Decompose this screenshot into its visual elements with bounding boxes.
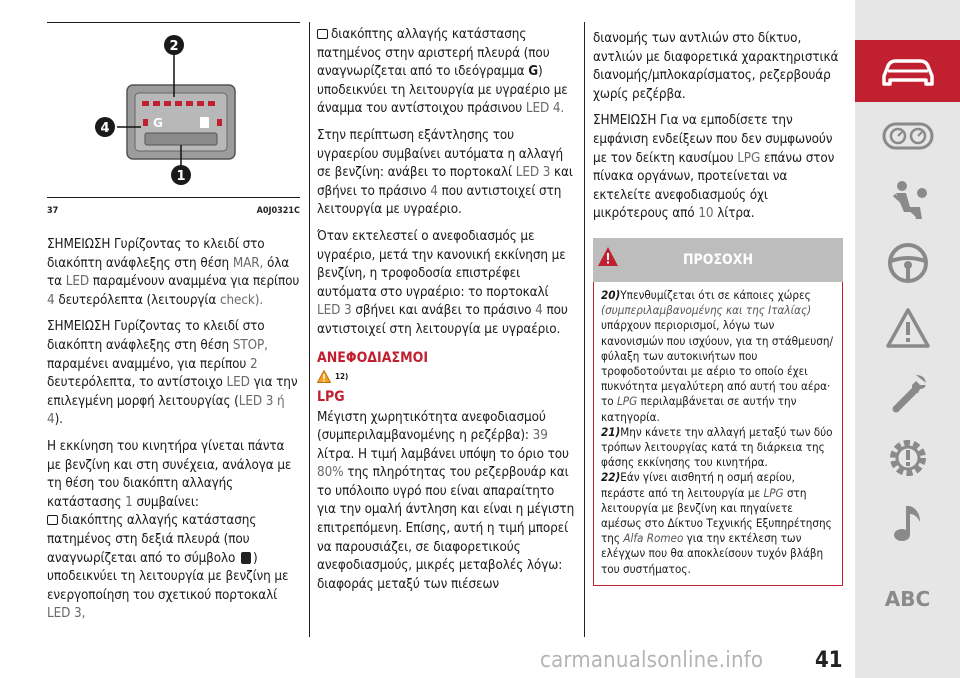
led-right	[217, 119, 222, 126]
lpg-subheading: LPG	[317, 388, 345, 405]
sidebar-item-maintenance[interactable]	[855, 427, 960, 489]
lpg-mode-bullet: διακόπτης αλλαγής κατάστασης πατημένος στην αριστερή πλευρά (που αναγνωρίζεται από το ιδεόγραμμα G) υποδεικνύει τη λειτουργία με υγραέριο με άναμμα του αντίστοιχου πράσινου LED 4.	[317, 27, 568, 117]
column-divider	[309, 22, 310, 637]
sidebar-item-multimedia[interactable]	[855, 492, 960, 554]
bullet-box-icon	[47, 515, 58, 525]
watermark: carmanualsonline.info	[540, 648, 764, 673]
refuel-return-paragraph: Όταν εκτελεστεί ο ανεφοδιασμός με υγραέριο, μετά την κανονική εκκίνηση με βενζίνη, η τροφοδοσία επιστρέφει αυτόματα στο υγραέριο: το πορτοκαλί LED 3 σβήνει και ανάβει το πράσινο 4 που αντιστοιχεί στη λειτουργία με υγραέριο.	[317, 228, 568, 337]
section-sidebar	[855, 0, 960, 678]
column-2	[317, 26, 575, 602]
svg-text:4: 4	[100, 121, 110, 136]
column-divider	[584, 22, 585, 637]
sidebar-item-dashboard[interactable]	[855, 105, 960, 167]
switch-diagram	[47, 23, 300, 199]
gas-exhaustion-paragraph: Στην περίπτωση εξάντλησης του υγραερίου συμβαίνει αυτόματα η αλλαγή σε βενζίνη: ανάβει το πορτοκαλί LED 3 και σβήνει το πράσινο 4 που αντιστοιχεί στη λειτουργία με υγραέριο.	[317, 127, 573, 218]
caution-item-21: 21)Μην κάνετε την αλλαγή μεταξύ των δύο τρόπων λειτουργίας κατά τη διάρκεια της φάσης εκκίνησης του κινητήρα.	[601, 424, 833, 470]
music-icon	[890, 502, 926, 544]
footnote-ref: 12)	[317, 370, 575, 383]
settings-icon	[885, 435, 931, 481]
note-stop: ΣΗΜΕΙΩΣΗ Γυρίζοντας το κλειδί στο διακόπτη ανάφλεξης στη θέση STOP, παραμένει αναμμένο, για περίπου 2 δευτερόλεπτα, το αντίστοιχο LED για την επιλεγμένη μορφή λειτουργίας (LED 3 ή 4).	[47, 319, 298, 428]
sidebar-item-car[interactable]	[855, 40, 960, 102]
note-mar: ΣΗΜΕΙΩΣΗ Γυρίζοντας το κλειδί στο διακόπτη ανάφλεξης στη θέση MAR, όλα τα LED παραμένουν αναμμένα για περίπου 4 δευτερόλεπτα (λειτουργία check).	[47, 237, 300, 308]
sidebar-item-warnings[interactable]	[855, 297, 960, 359]
fuel-pump-icon	[241, 552, 251, 564]
seat-safety-icon	[886, 179, 930, 223]
warning-icon	[885, 307, 931, 349]
caution-title: ΠΡΟΣΟΧΗ	[682, 251, 754, 268]
refuelling-heading: ΑΝΕΦΟΔΙΑΣΜΟΙ	[317, 349, 429, 366]
caution-item-20: 20)Υπενθυμίζεται ότι σε κάποιες χώρες (συμπεριλαμβανομένης και της Ιταλίας) υπάρχουν περιορισμοί, λόγω των κανονισμών που ισχύουν, για τη στάθμευση/φύλαξη των αυτοκινήτων που τροφοδοτούνται με αέριο το οποίο έχει πυκνότητα μεγαλύτερη από αυτή του αέρα· το LPG περιλαμβάνεται σε αυτήν την κατηγορία.	[601, 287, 834, 424]
wrench-icon	[886, 371, 930, 415]
abc-index-label: ABC	[884, 587, 931, 611]
rocker-button	[145, 133, 217, 145]
figure-number: 37	[47, 206, 59, 216]
capacity-paragraph: Μέγιστη χωρητικότητα ανεφοδιασμού (συμπεριλαμβανομένης η ρεζέρβα): 39 λίτρα. Η τιμή λαμβάνει υπόψη το όριο του 80% της πληρότητας του ρεζερβουάρ και το υπόλοιπο υγρό που είναι απαραίτητο για την ομαλή άντληση και είναι η μέγιστη επιτρεπόμενη. Επίσης, αυτή η τιμή μπορεί να παρουσιάζει, σε διαφορετικούς ανεφοδιασμούς, μικρές μεταβολές λόγω: διαφοράς μεταξύ των πιέσεων	[317, 409, 575, 592]
svg-text:2: 2	[169, 39, 179, 54]
bullet-box-icon	[317, 29, 328, 39]
petrol-mode-bullet: διακόπτης αλλαγής κατάστασης πατημένος στη δεξιά πλευρά (που αναγνωρίζεται από το σύμβολο ) υποδεικνύει τη λειτουργία με βενζίνη με ενεργοποίηση του σχετικού πορτοκαλί LED 3,	[47, 513, 289, 622]
page-number: 41	[815, 648, 843, 673]
engine-start-paragraph: Η εκκίνηση του κινητήρα γίνεται πάντα με βενζίνη και στη συνέχεια, ανάλογα με τη θέση του διακόπτη αλλαγής κατάστασης 1 συμβαίνει:	[47, 438, 292, 510]
caution-item-22: 22)Εάν γίνει αισθητή η οσμή αερίου, περάστε από τη λειτουργία με LPG στη λειτουργία με βενζίνη και πηγαίνετε αμέσως στο Δίκτυο Τεχνικής Εξυπηρέτησης της Alfa Romeo για την εκτέλεση των ελέγχων που θα αποκλείσουν τυχόν βλάβη του συστήματος.	[601, 470, 832, 576]
sidebar-item-driving[interactable]	[855, 232, 960, 294]
warning-triangle-icon	[597, 246, 619, 268]
lpg-switch-figure	[47, 22, 300, 198]
sidebar-item-safety[interactable]	[855, 170, 960, 232]
g-symbol: G	[153, 116, 163, 130]
caution-body	[593, 282, 843, 586]
led-left	[143, 119, 148, 126]
sidebar-item-index[interactable]	[855, 568, 960, 630]
note-fuel-gauge: ΣΗΜΕΙΩΣΗ Για να εμποδίσετε την εμφάνιση ενδείξεων που δεν συμφωνούν με τον δείκτη καυσίμου LPG επάνω στον πίνακα οργάνων, προτείνεται να εκτελείτε ανεφοδιασμούς όχι μικρότερους από 10 λίτρα.	[593, 113, 835, 222]
warning-icon	[317, 370, 331, 383]
continued-paragraph: διανομής των αντλιών στο δίκτυο, αντλιών με διαφορετικά χαρακτηριστικά διανομής/μπλοκαρίσματος, ρεζερβουάρ χωρίς ρεζέρβα.	[593, 31, 839, 102]
dashboard-icon	[882, 121, 934, 151]
car-icon	[878, 54, 938, 88]
svg-text:1: 1	[176, 169, 186, 184]
column-1	[47, 22, 300, 632]
fuel-pump-icon	[200, 117, 209, 128]
steering-wheel-icon	[886, 241, 930, 285]
caution-header	[593, 238, 843, 282]
figure-reference: A0J0321C	[256, 206, 300, 216]
sidebar-item-emergency[interactable]	[855, 362, 960, 424]
column-3	[593, 30, 843, 586]
